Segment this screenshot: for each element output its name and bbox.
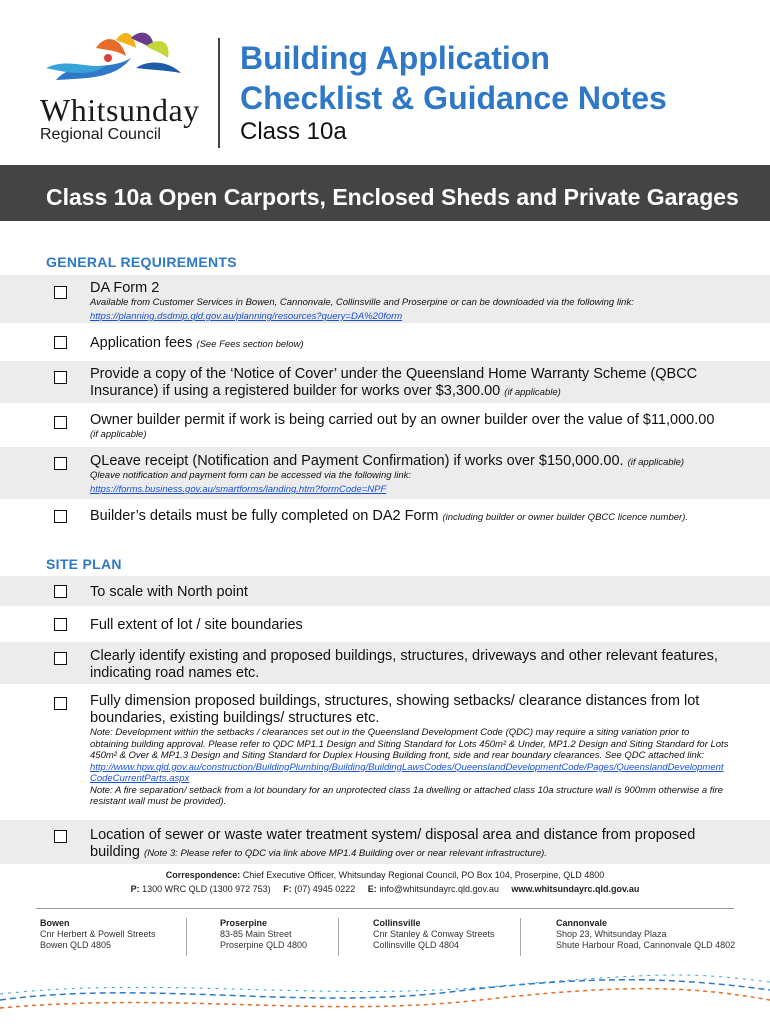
website[interactable]: www.whitsundayrc.qld.gov.au bbox=[511, 884, 640, 894]
checklist-row bbox=[0, 502, 770, 532]
office-line1: Cnr Stanley & Conway Streets bbox=[373, 929, 495, 939]
item-text: Application fees bbox=[90, 335, 193, 351]
header-divider bbox=[218, 38, 220, 148]
checklist-row bbox=[0, 275, 770, 323]
office-line2: Proserpine QLD 4800 bbox=[220, 940, 308, 950]
office-separator bbox=[338, 918, 339, 956]
checkbox[interactable] bbox=[54, 618, 67, 631]
item-text: Owner builder permit if work is being carried out by an owner builder over the value of $11,000.00 bbox=[90, 412, 715, 428]
office-separator bbox=[520, 918, 521, 956]
fire-note: Note: A fire separation/ setback from a lot boundary for an unprotected class 1a dwelling or attached class 10a structure wall is 900mm otherwise a fire resistant wall must be provided). bbox=[90, 784, 723, 807]
doc-title-line1: Building Application bbox=[240, 40, 550, 76]
office-proserpine bbox=[220, 918, 307, 951]
office-name: Bowen bbox=[40, 918, 70, 928]
footer-wave-decoration bbox=[0, 970, 770, 1024]
email-address[interactable]: info@whitsundayrc.qld.gov.au bbox=[379, 884, 499, 894]
qleave-link[interactable]: https://forms.business.gov.au/smartforms/landing.htm?formCode=NPF bbox=[90, 484, 387, 495]
item-text: QLeave receipt (Notification and Payment Confirmation) if works over $150,000.00. bbox=[90, 453, 624, 469]
checklist-row bbox=[0, 642, 770, 684]
qdc-link[interactable]: http://www.hpw.qld.gov.au/construction/BuildingPlumbing/Building/BuildingLawsCodes/QueenslandDevelopmentCode/Pages/QueenslandDevelopmentCodeCurrentParts.aspx bbox=[90, 761, 724, 784]
fax-label: F: bbox=[283, 884, 292, 894]
checklist-row bbox=[0, 687, 770, 817]
item-sub: Available from Customer Services in Bowen, Cannonvale, Collinsville and Proserpine or can be downloaded via the following link: bbox=[90, 297, 634, 308]
item-text: DA Form 2 bbox=[90, 280, 160, 296]
site-plan-heading: SITE PLAN bbox=[46, 556, 122, 572]
item-suffix: (if applicable) bbox=[504, 387, 561, 398]
checklist-row bbox=[0, 820, 770, 864]
checkbox[interactable] bbox=[54, 336, 67, 349]
checkbox[interactable] bbox=[54, 416, 67, 429]
item-suffix: (if applicable) bbox=[627, 457, 685, 468]
office-collinsville bbox=[373, 918, 495, 951]
office-line1: 83-85 Main Street bbox=[220, 929, 292, 939]
da-form-link[interactable]: https://planning.dsdmip.qld.gov.au/planning/resources?query=DA%20form bbox=[90, 311, 403, 322]
footer-divider bbox=[36, 908, 734, 909]
phone-number: 1300 WRC QLD (1300 972 753) bbox=[142, 884, 271, 894]
office-line1: Cnr Herbert & Powell Streets bbox=[40, 929, 156, 939]
logo-subtitle: Regional Council bbox=[40, 126, 161, 143]
checklist-row bbox=[0, 609, 770, 639]
checklist-row bbox=[0, 447, 770, 499]
doc-class: Class 10a bbox=[240, 118, 347, 145]
fax-number: (07) 4945 0222 bbox=[294, 884, 356, 894]
doc-title-line2: Checklist & Guidance Notes bbox=[240, 80, 667, 116]
office-line2: Collinsville QLD 4804 bbox=[373, 940, 460, 950]
item-text: Clearly identify existing and proposed buildings, structures, driveways and other relevant features, indicating road names etc. bbox=[90, 648, 718, 681]
item-suffix: (Note 3: Please refer to QDC via link above MP1.4 Building over or near relevant infrastructure). bbox=[144, 848, 547, 859]
office-separator bbox=[186, 918, 187, 956]
checkbox[interactable] bbox=[54, 371, 67, 384]
office-line2: Shute Harbour Road, Cannonvale QLD 4802 bbox=[556, 940, 736, 950]
checkbox[interactable] bbox=[54, 652, 67, 665]
item-text: Fully dimension proposed buildings, structures, showing setbacks/ clearance distances from lot boundaries, existing buildings/ structures etc. bbox=[90, 693, 700, 726]
correspondence-line bbox=[0, 870, 770, 880]
item-sub: (if applicable) bbox=[90, 429, 147, 440]
checklist-row bbox=[0, 406, 770, 444]
item-text: Location of sewer or waste water treatment system/ disposal area and distance from proposed building bbox=[90, 827, 696, 860]
checkbox[interactable] bbox=[54, 457, 67, 470]
checkbox[interactable] bbox=[54, 286, 67, 299]
checkbox[interactable] bbox=[54, 585, 67, 598]
item-suffix: (including builder or owner builder QBCC licence number). bbox=[442, 512, 688, 523]
checklist-row bbox=[0, 361, 770, 403]
office-bowen bbox=[40, 918, 156, 951]
item-text: Builder’s details must be fully completed on DA2 Form bbox=[90, 508, 439, 524]
checklist-row bbox=[0, 576, 770, 606]
item-suffix: (See Fees section below) bbox=[196, 339, 304, 350]
qdc-note: Note: Development within the setbacks / clearances set out in the Queensland Development Code (QDC) may require a siting variation prior to obtaining building approval. Please refer to QDC MP1.1 Design and Siting Standard for Lots 450m² & Under, MP1.2 Design and Siting Standard for Lots 450m² & Over & MP1.3 Design and Siting Standard for Duplex Housing Building front, side and rear boundary clearances. See QDC attached link: bbox=[90, 727, 729, 761]
general-requirements-heading: GENERAL REQUIREMENTS bbox=[46, 254, 237, 270]
banner-title: Class 10a Open Carports, Enclosed Sheds and Private Garages bbox=[46, 184, 739, 210]
item-sub: Qleave notification and payment form can be accessed via the following link: bbox=[90, 470, 412, 481]
checkbox[interactable] bbox=[54, 510, 67, 523]
office-cannonvale bbox=[556, 918, 735, 951]
checklist-row bbox=[0, 326, 770, 358]
office-line1: Shop 23, Whitsunday Plaza bbox=[556, 929, 667, 939]
checkbox[interactable] bbox=[54, 697, 67, 710]
office-name: Collinsville bbox=[373, 918, 421, 928]
office-line2: Bowen QLD 4805 bbox=[40, 940, 112, 950]
item-text: Provide a copy of the ‘Notice of Cover’ under the Queensland Home Warranty Scheme (QBCC Insurance) if using a registered builder for works over $3,300.00 bbox=[90, 366, 698, 399]
correspondence-address: Chief Executive Officer, Whitsunday Regional Council, PO Box 104, Proserpine, QLD 4800 bbox=[242, 870, 605, 880]
phone-label: P: bbox=[130, 884, 140, 894]
contact-line bbox=[0, 884, 770, 894]
checkbox[interactable] bbox=[54, 830, 67, 843]
office-name: Cannonvale bbox=[556, 918, 608, 928]
office-name: Proserpine bbox=[220, 918, 268, 928]
email-label: E: bbox=[367, 884, 377, 894]
correspondence-label: Correspondence: bbox=[165, 870, 241, 880]
item-text: To scale with North point bbox=[90, 584, 248, 600]
logo-wordmark: Whitsunday bbox=[40, 92, 200, 128]
item-text: Full extent of lot / site boundaries bbox=[90, 617, 303, 633]
